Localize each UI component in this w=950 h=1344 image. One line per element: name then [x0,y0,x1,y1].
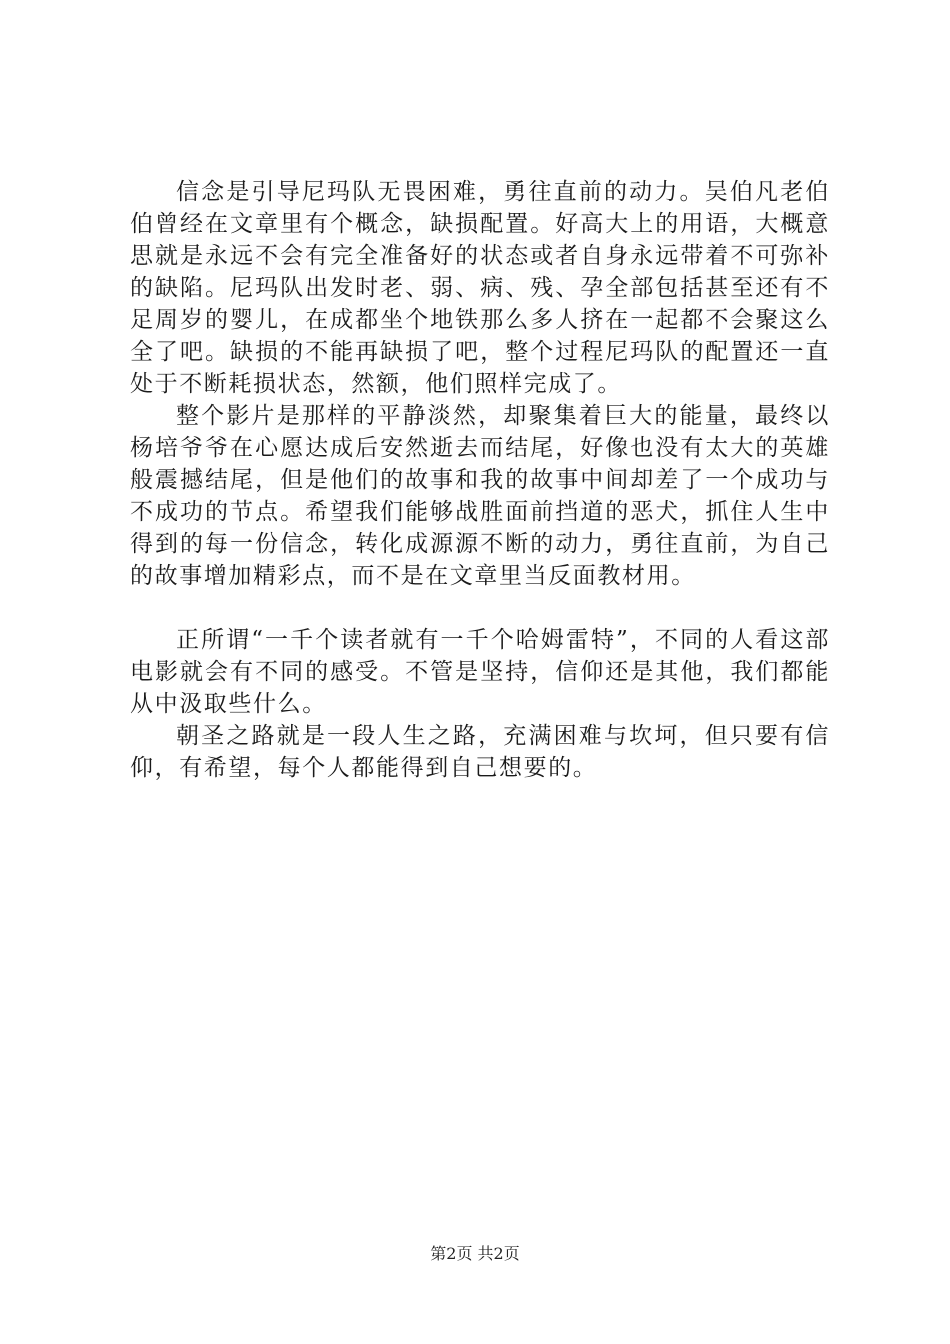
paragraph-film-summary: 整个影片是那样的平静淡然，却聚集着巨大的能量，最终以杨培爷爷在心愿达成后安然逝去而结尾，好像也没有太大的英雄般震撼结尾，但是他们的故事和我的故事中间却差了一个成功与不成功的节点。希望我们能够战胜面前挡道的恶犬，抓住人生中得到的每一份信念，转化成源源不断的动力，勇往直前，为自己的故事增加精彩点，而不是在文章里当反面教材用。 [130,403,830,589]
document-body [130,176,830,784]
paragraph-pilgrimage: 朝圣之路就是一段人生之路，充满困难与坎坷，但只要有信仰，有希望，每个人都能得到自己想要的。 [130,723,830,781]
paragraph-hamlet-quote: 正所谓“一千个读者就有一千个哈姆雷特”，不同的人看这部电影就会有不同的感受。不管是坚持，信仰还是其他，我们都能从中汲取些什么。 [130,627,830,717]
paragraph-belief: 信念是引导尼玛队无畏困难，勇往直前的动力。吴伯凡老伯伯曾经在文章里有个概念，缺损配置。好高大上的用语，大概意思就是永远不会有完全准备好的状态或者自身永远带着不可弥补的缺陷。尼玛队出发时老、弱、病、残、孕全部包括甚至还有不足周岁的婴儿，在成都坐个地铁那么多人挤在一起都不会聚这么全了吧。缺损的不能再缺损了吧，整个过程尼玛队的配置还一直处于不断耗损状态，然额，他们照样完成了。 [130,179,830,397]
page-number-footer: 第2页 共2页 [430,1244,520,1263]
